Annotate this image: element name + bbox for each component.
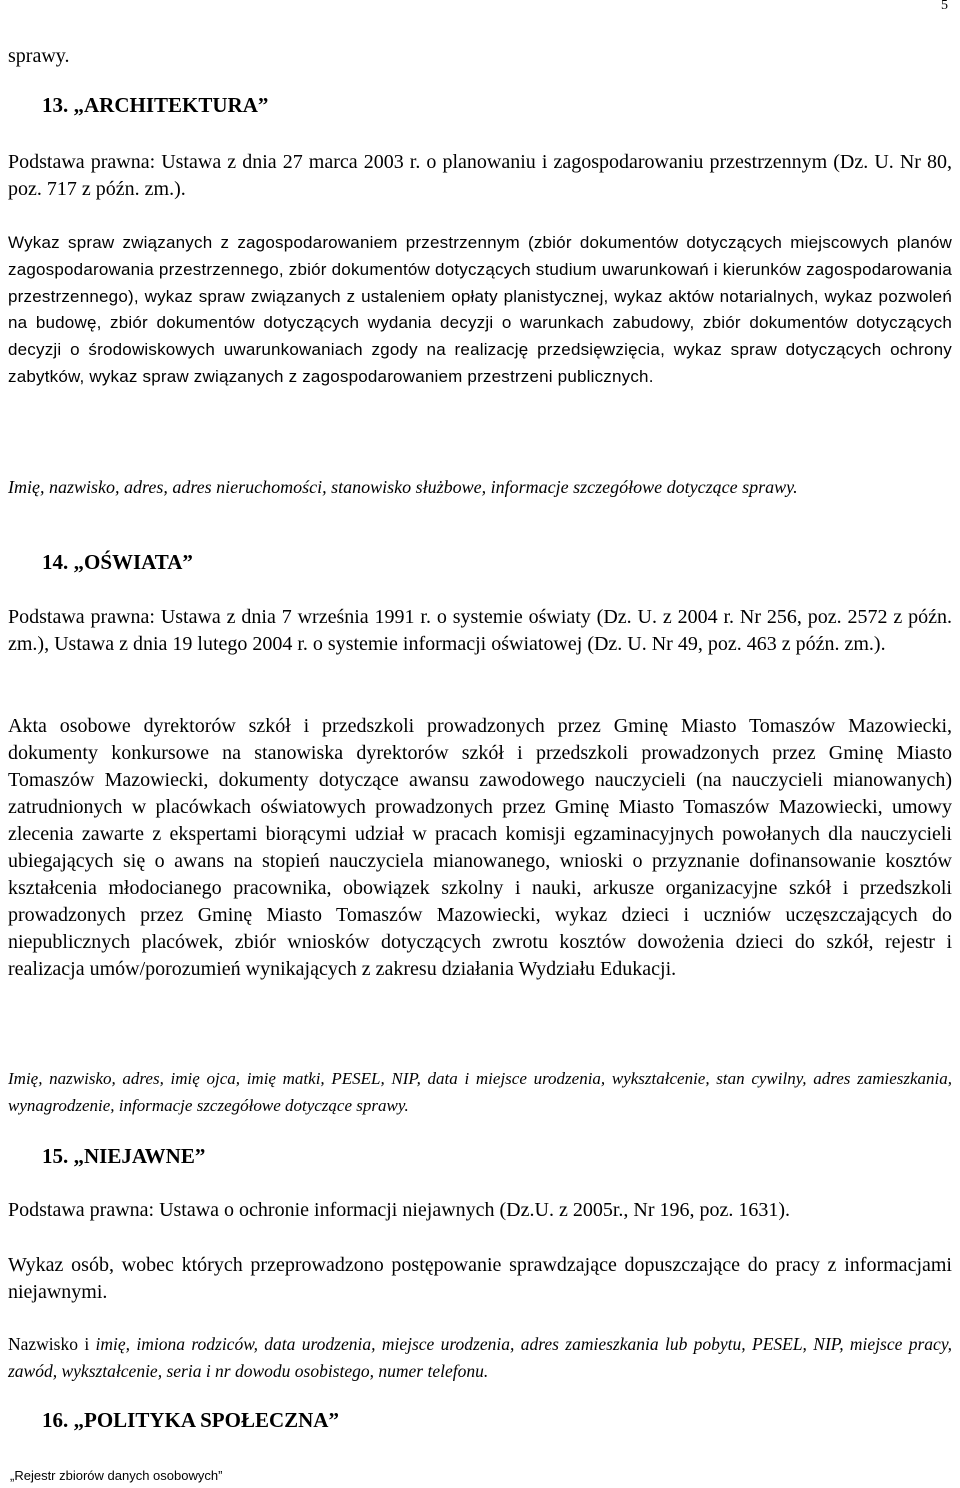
continuation-text: sprawy. [8, 45, 70, 67]
records-architektura: Wykaz spraw związanych z zagospodarowaniem przestrzennym (zbiór dokumentów dotyczących miejscowych planów zagospodarowania przestrzennego, zbiór dokumentów dotyczących studium uwarunkowań i kierunków zagospodarowania przestrzennego), wykaz spraw związanych z ustaleniem opłaty planistycznej, wykaz aktów notarialnych, wykaz pozwoleń na budowę, zbiór dokumentów dotyczących wydania decyzji o warunkach zabudowy, zbiór dokumentów dotyczących decyzji o środowiskowych uwarunkowaniach zgody na realizację przedsięwzięcia, wykaz spraw dotyczących ochrony zabytków, wykaz spraw związanych z zagospodarowaniem przestrzeni publicznych. [8, 233, 952, 386]
data-scope-list: imię, imiona rodziców, data urodzenia, miejsce urodzenia, adres zamieszkania lub pobytu, PESEL, NIP, miejsce pracy, zawód, wykształcenie, seria i nr dowodu osobistego, numer telefonu. [8, 1334, 952, 1381]
records-oswiata: Akta osobowe dyrektorów szkół i przedszkoli prowadzonych przez Gminę Miasto Tomaszów Mazowiecki, dokumenty konkursowe na stanowiska dyrektorów szkół i przedszkoli prowadzonych przez Gminę Miasto Tomaszów Mazowiecki, dokumenty dotyczące awansu zawodowego nauczycieli (na nauczycieli mianowanych) zatrudnionych w placówkach oświatowych prowadzonych przez Gminę Miasto Tomaszów Mazowiecki, umowy zlecenia zawarte z ekspertami biorącymi udział w pracach komisji egzaminacyjnych powołanych dla nauczycieli ubiegających się o awans na stopień nauczyciela mianowanego, wnioski o przyznanie dofinansowanie kosztów kształcenia młodocianego pracownika, obowiązek szkolny i nauki, arkusze organizacyjne szkół i przedszkoli prowadzonych przez Gminę Miasto Tomaszów Mazowiecki, wykaz dzieci i uczniów uczęszczających do niepublicznych placówek, zbiór wniosków dotyczących zwrotu kosztów dowożenia dzieci do szkół, rejestr i realizacja umów/porozumień wynikających z zakresu działania Wydziału Edukacji. [8, 715, 952, 980]
legal-basis-oswiata: Podstawa prawna: Ustawa z dnia 7 września 1991 r. o systemie oświaty (Dz. U. z 2004 r. Nr 256, poz. 2572 z późn. zm.), Ustawa z dnia 19 lutego 2004 r. o systemie informacji oświatowej (Dz. U. Nr 49, poz. 463 z późn. zm.). [8, 606, 952, 655]
page-number: 5 [941, 0, 948, 13]
section-heading-oswiata: 14. „OŚWIATA” [42, 550, 193, 574]
data-scope-oswiata: Imię, nazwisko, adres, imię ojca, imię matki, PESEL, NIP, data i miejsce urodzenia, wykształcenie, stan cywilny, adres zamieszkania, wynagrodzenie, informacje szczegółowe dotyczące sprawy. [8, 1069, 952, 1115]
data-scope-niejawne [8, 1331, 952, 1385]
section-heading-architektura: 13. „ARCHITEKTURA” [42, 93, 269, 117]
section-heading-niejawne: 15. „NIEJAWNE” [42, 1144, 206, 1168]
section-heading-polityka-spoleczna: 16. „POLITYKA SPOŁECZNA” [42, 1408, 339, 1432]
legal-basis-architektura: Podstawa prawna: Ustawa z dnia 27 marca 2003 r. o planowaniu i zagospodarowaniu przestrzennym (Dz. U. Nr 80, poz. 717 z późn. zm.). [8, 151, 952, 200]
page-footer: „Rejestr zbiorów danych osobowych” [10, 1468, 223, 1483]
data-scope-architektura: Imię, nazwisko, adres, adres nieruchomości, stanowisko służbowe, informacje szczegółowe dotyczące sprawy. [8, 477, 798, 497]
records-niejawne: Wykaz osób, wobec których przeprowadzono postępowanie sprawdzające dopuszczające do pracy z informacjami niejawnymi. [8, 1254, 952, 1303]
data-scope-lead: Nazwisko i [8, 1334, 90, 1354]
legal-basis-niejawne: Podstawa prawna: Ustawa o ochronie informacji niejawnych (Dz.U. z 2005r., Nr 196, poz. 1631). [8, 1199, 791, 1221]
